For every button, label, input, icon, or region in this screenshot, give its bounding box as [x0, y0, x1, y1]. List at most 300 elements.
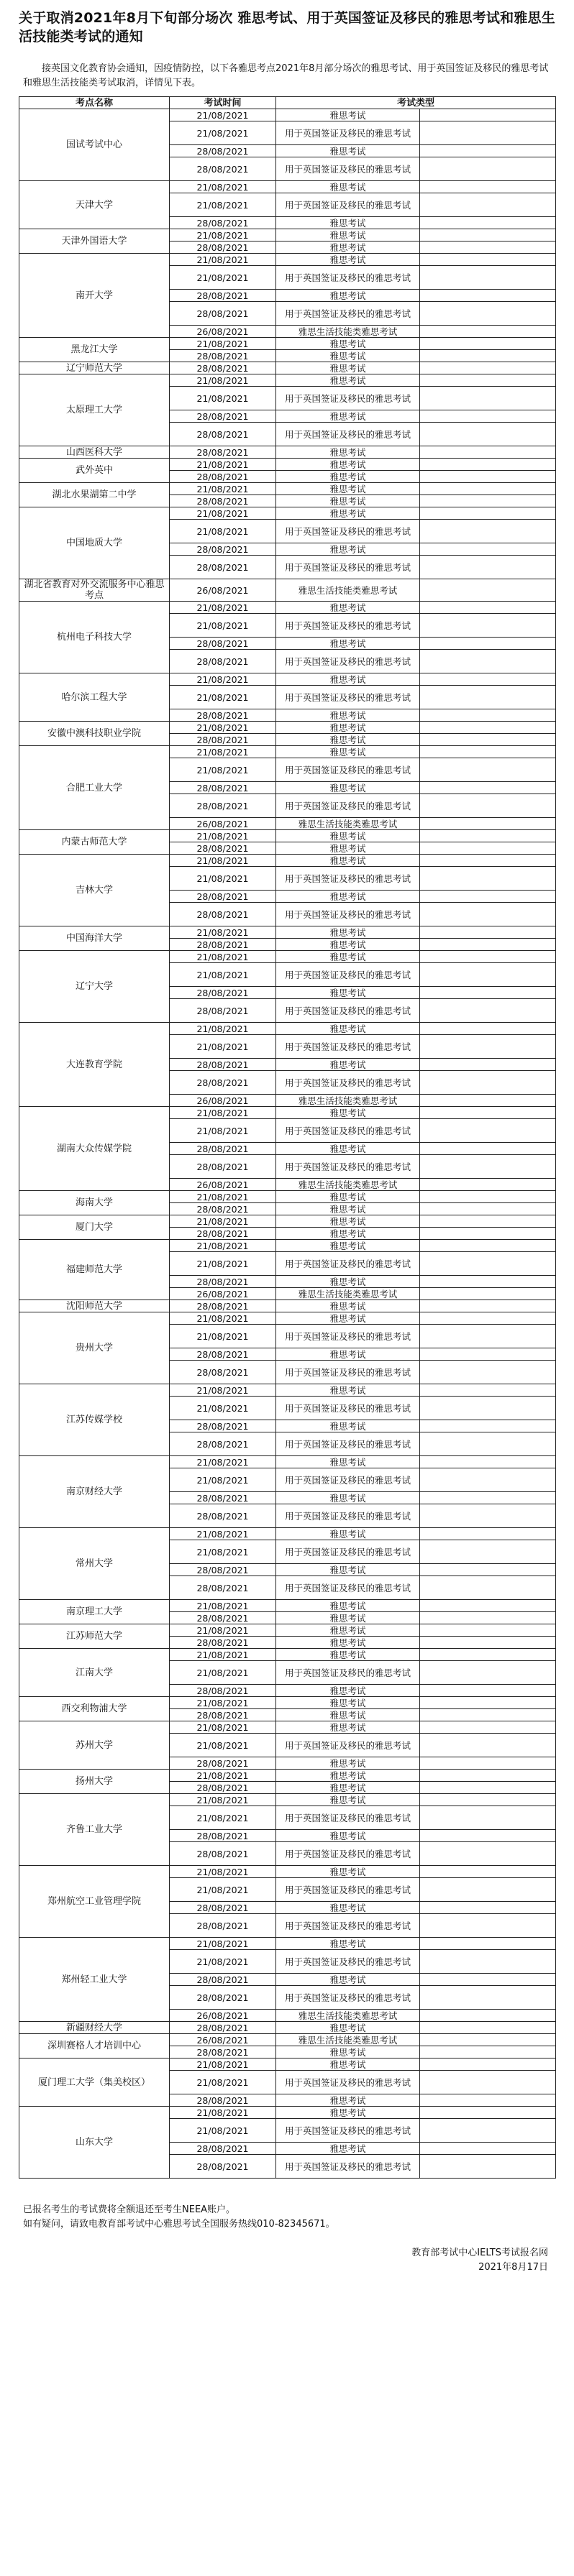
- venue-name-cell: 内蒙古师范大学: [19, 830, 170, 855]
- empty-cell: [420, 673, 556, 686]
- exam-type-cell: 雅思考试: [276, 1612, 420, 1624]
- table-row: [19, 2107, 556, 2119]
- empty-cell: [420, 1468, 556, 1492]
- venue-name-cell: 安徽中澳科技职业学院: [19, 722, 170, 746]
- table-row: [19, 1624, 556, 1637]
- empty-cell: [420, 999, 556, 1023]
- empty-cell: [420, 1661, 556, 1685]
- empty-cell: [420, 1023, 556, 1035]
- exam-type-cell: 雅思考试: [276, 1902, 420, 1914]
- empty-cell: [420, 1938, 556, 1950]
- empty-cell: [420, 229, 556, 242]
- empty-cell: [420, 1397, 556, 1420]
- empty-cell: [420, 2094, 556, 2107]
- exam-date-cell: 21/08/2021: [170, 1734, 276, 1757]
- exam-type-cell: 雅思考试: [276, 1709, 420, 1721]
- exam-type-cell: 雅思考试: [276, 734, 420, 746]
- exam-type-cell: 雅思考试: [276, 507, 420, 520]
- venue-name-cell: 郑州航空工业管理学院: [19, 1866, 170, 1938]
- exam-type-cell: 雅思考试: [276, 1649, 420, 1661]
- exam-type-cell: 用于英国签证及移民的雅思考试: [276, 1119, 420, 1143]
- exam-date-cell: 21/08/2021: [170, 2058, 276, 2071]
- empty-cell: [420, 1179, 556, 1191]
- table-row: [19, 2058, 556, 2071]
- empty-cell: [420, 891, 556, 903]
- table-row: [19, 722, 556, 734]
- exam-type-cell: 雅思考试: [276, 1215, 420, 1228]
- empty-cell: [420, 734, 556, 746]
- empty-cell: [420, 543, 556, 556]
- exam-type-cell: 用于英国签证及移民的雅思考试: [276, 1914, 420, 1938]
- exam-date-cell: 21/08/2021: [170, 2107, 276, 2119]
- exam-type-cell: 雅思考试: [276, 987, 420, 999]
- venue-name-cell: 西交利物浦大学: [19, 1697, 170, 1721]
- exam-type-cell: 雅思考试: [276, 1059, 420, 1071]
- table-row: [19, 446, 556, 459]
- exam-date-cell: 28/08/2021: [170, 842, 276, 855]
- exam-type-cell: 雅思考试: [276, 109, 420, 121]
- venue-name-cell: 福建师范大学: [19, 1240, 170, 1300]
- exam-date-cell: 21/08/2021: [170, 1240, 276, 1252]
- table-body: [19, 109, 556, 2179]
- exam-type-cell: 雅思考试: [276, 1624, 420, 1637]
- exam-date-cell: 21/08/2021: [170, 614, 276, 638]
- empty-cell: [420, 638, 556, 650]
- table-row: [19, 1721, 556, 1734]
- exam-date-cell: 21/08/2021: [170, 229, 276, 242]
- exam-type-cell: 用于英国签证及移民的雅思考试: [276, 1361, 420, 1384]
- venue-name-cell: 湖南大众传媒学院: [19, 1107, 170, 1191]
- exam-type-cell: 雅思考试: [276, 2107, 420, 2119]
- exam-date-cell: 21/08/2021: [170, 1384, 276, 1397]
- venue-name-cell: 大连教育学院: [19, 1023, 170, 1107]
- table-row: [19, 1649, 556, 1661]
- empty-cell: [420, 2143, 556, 2155]
- exam-date-cell: 21/08/2021: [170, 1397, 276, 1420]
- exam-date-cell: 28/08/2021: [170, 2046, 276, 2058]
- exam-type-cell: 用于英国签证及移民的雅思考试: [276, 1155, 420, 1179]
- empty-cell: [420, 1794, 556, 1806]
- exam-type-cell: 雅思考试: [276, 543, 420, 556]
- exam-date-cell: 21/08/2021: [170, 926, 276, 939]
- exam-type-cell: 雅思考试: [276, 746, 420, 758]
- exam-type-cell: 雅思生活技能类雅思考试: [276, 1288, 420, 1300]
- empty-cell: [420, 939, 556, 951]
- empty-cell: [420, 1624, 556, 1637]
- exam-type-cell: 用于英国签证及移民的雅思考试: [276, 1878, 420, 1902]
- exam-date-cell: 21/08/2021: [170, 951, 276, 963]
- exam-type-cell: 雅思考试: [276, 410, 420, 423]
- exam-type-cell: 雅思考试: [276, 1456, 420, 1468]
- exam-date-cell: 28/08/2021: [170, 556, 276, 579]
- empty-cell: [420, 1950, 556, 1974]
- exam-date-cell: 21/08/2021: [170, 1191, 276, 1203]
- table-header-row: [19, 97, 556, 109]
- exam-date-cell: 21/08/2021: [170, 867, 276, 891]
- exam-type-cell: 雅思生活技能类雅思考试: [276, 818, 420, 830]
- empty-cell: [420, 830, 556, 842]
- exam-date-cell: 28/08/2021: [170, 939, 276, 951]
- exam-date-cell: 21/08/2021: [170, 507, 276, 520]
- empty-cell: [420, 963, 556, 987]
- exam-type-cell: 雅思考试: [276, 1782, 420, 1794]
- exam-date-cell: 28/08/2021: [170, 1143, 276, 1155]
- empty-cell: [420, 1974, 556, 1986]
- exam-date-cell: 28/08/2021: [170, 1420, 276, 1432]
- exam-date-cell: 21/08/2021: [170, 722, 276, 734]
- exam-type-cell: 用于英国签证及移民的雅思考试: [276, 1842, 420, 1866]
- exam-type-cell: 雅思生活技能类雅思考试: [276, 2034, 420, 2046]
- exam-date-cell: 21/08/2021: [170, 1325, 276, 1348]
- exam-type-cell: 用于英国签证及移民的雅思考试: [276, 1397, 420, 1420]
- exam-type-cell: 雅思考试: [276, 891, 420, 903]
- exam-type-cell: 雅思考试: [276, 459, 420, 471]
- empty-cell: [420, 109, 556, 121]
- exam-type-cell: 雅思考试: [276, 842, 420, 855]
- exam-type-cell: 用于英国签证及移民的雅思考试: [276, 650, 420, 673]
- empty-cell: [420, 1420, 556, 1432]
- exam-type-cell: 雅思考试: [276, 1107, 420, 1119]
- table-row: [19, 507, 556, 520]
- exam-date-cell: 28/08/2021: [170, 145, 276, 157]
- exam-date-cell: 21/08/2021: [170, 109, 276, 121]
- empty-cell: [420, 1685, 556, 1697]
- exam-type-cell: 雅思考试: [276, 362, 420, 374]
- exam-date-cell: 21/08/2021: [170, 855, 276, 867]
- empty-cell: [420, 1902, 556, 1914]
- empty-cell: [420, 686, 556, 709]
- venue-name-cell: 贵州大学: [19, 1312, 170, 1384]
- exam-type-cell: 雅思考试: [276, 1240, 420, 1252]
- exam-date-cell: 28/08/2021: [170, 1504, 276, 1528]
- exam-date-cell: 21/08/2021: [170, 193, 276, 217]
- table-row: [19, 579, 556, 602]
- exam-date-cell: 28/08/2021: [170, 1709, 276, 1721]
- exam-date-cell: 21/08/2021: [170, 1806, 276, 1830]
- exam-date-cell: 28/08/2021: [170, 1432, 276, 1456]
- exam-type-cell: 用于英国签证及移民的雅思考试: [276, 121, 420, 145]
- table-row: [19, 1191, 556, 1203]
- exam-date-cell: 28/08/2021: [170, 1300, 276, 1312]
- empty-cell: [420, 782, 556, 794]
- venue-name-cell: 常州大学: [19, 1528, 170, 1600]
- venue-name-cell: 中国海洋大学: [19, 926, 170, 951]
- venue-name-cell: 沈阳师范大学: [19, 1300, 170, 1312]
- venue-name-cell: 杭州电子科技大学: [19, 602, 170, 673]
- empty-cell: [420, 1095, 556, 1107]
- exam-date-cell: 28/08/2021: [170, 157, 276, 181]
- exam-type-cell: 雅思考试: [276, 1203, 420, 1215]
- exam-type-cell: 用于英国签证及移民的雅思考试: [276, 387, 420, 410]
- exam-type-cell: 雅思考试: [276, 254, 420, 266]
- empty-cell: [420, 1757, 556, 1770]
- exam-type-cell: 用于英国签证及移民的雅思考试: [276, 2155, 420, 2179]
- exam-date-cell: 21/08/2021: [170, 1697, 276, 1709]
- venue-name-cell: 武外英中: [19, 459, 170, 483]
- empty-cell: [420, 121, 556, 145]
- exam-type-cell: 用于英国签证及移民的雅思考试: [276, 963, 420, 987]
- exam-type-cell: 雅思考试: [276, 1685, 420, 1697]
- empty-cell: [420, 926, 556, 939]
- exam-type-cell: 用于英国签证及移民的雅思考试: [276, 1504, 420, 1528]
- exam-type-cell: 雅思生活技能类雅思考试: [276, 1095, 420, 1107]
- exam-type-cell: 雅思考试: [276, 338, 420, 350]
- exam-date-cell: 28/08/2021: [170, 1228, 276, 1240]
- empty-cell: [420, 2155, 556, 2179]
- exam-date-cell: 21/08/2021: [170, 338, 276, 350]
- empty-cell: [420, 1300, 556, 1312]
- column-header-venue: 考点名称: [19, 97, 170, 109]
- empty-cell: [420, 459, 556, 471]
- exam-date-cell: 21/08/2021: [170, 1540, 276, 1564]
- empty-cell: [420, 602, 556, 614]
- empty-cell: [420, 1842, 556, 1866]
- exam-date-cell: 28/08/2021: [170, 1902, 276, 1914]
- exam-type-cell: 雅思考试: [276, 229, 420, 242]
- empty-cell: [420, 794, 556, 818]
- exam-date-cell: 21/08/2021: [170, 1252, 276, 1276]
- empty-cell: [420, 495, 556, 507]
- empty-cell: [420, 1914, 556, 1938]
- exam-date-cell: 28/08/2021: [170, 1842, 276, 1866]
- exam-date-cell: 21/08/2021: [170, 254, 276, 266]
- exam-type-cell: 雅思考试: [276, 638, 420, 650]
- exam-type-cell: 雅思生活技能类雅思考试: [276, 326, 420, 338]
- exam-type-cell: 雅思考试: [276, 1492, 420, 1504]
- venue-name-cell: 江苏传媒学校: [19, 1384, 170, 1456]
- exam-type-cell: 用于英国签证及移民的雅思考试: [276, 794, 420, 818]
- exam-date-cell: 28/08/2021: [170, 1986, 276, 2010]
- venue-name-cell: 辽宁师范大学: [19, 362, 170, 374]
- exam-type-cell: 用于英国签证及移民的雅思考试: [276, 1661, 420, 1685]
- exam-type-cell: 雅思考试: [276, 290, 420, 302]
- venue-name-cell: 厦门大学: [19, 1215, 170, 1240]
- exam-type-cell: 雅思考试: [276, 1697, 420, 1709]
- column-header-date: 考试时间: [170, 97, 276, 109]
- exam-date-cell: 21/08/2021: [170, 758, 276, 782]
- exam-type-cell: 雅思考试: [276, 446, 420, 459]
- empty-cell: [420, 2058, 556, 2071]
- empty-cell: [420, 579, 556, 602]
- exam-type-cell: 用于英国签证及移民的雅思考试: [276, 520, 420, 543]
- empty-cell: [420, 1384, 556, 1397]
- venue-name-cell: 国试考试中心: [19, 109, 170, 181]
- exam-type-cell: 用于英国签证及移民的雅思考试: [276, 758, 420, 782]
- empty-cell: [420, 471, 556, 483]
- exam-date-cell: 21/08/2021: [170, 1456, 276, 1468]
- empty-cell: [420, 903, 556, 926]
- empty-cell: [420, 181, 556, 193]
- exam-type-cell: 用于英国签证及移民的雅思考试: [276, 193, 420, 217]
- table-row: [19, 673, 556, 686]
- exam-type-cell: 用于英国签证及移民的雅思考试: [276, 266, 420, 290]
- exam-date-cell: 21/08/2021: [170, 1468, 276, 1492]
- exam-type-cell: 用于英国签证及移民的雅思考试: [276, 1071, 420, 1095]
- venue-name-cell: 辽宁大学: [19, 951, 170, 1023]
- exam-type-cell: 雅思考试: [276, 782, 420, 794]
- empty-cell: [420, 1528, 556, 1540]
- table-row: [19, 1023, 556, 1035]
- exam-date-cell: 21/08/2021: [170, 2119, 276, 2143]
- exam-date-cell: 28/08/2021: [170, 1071, 276, 1095]
- exam-date-cell: 28/08/2021: [170, 1637, 276, 1649]
- exam-type-cell: 雅思考试: [276, 2022, 420, 2034]
- venue-name-cell: 齐鲁工业大学: [19, 1794, 170, 1866]
- exam-date-cell: 28/08/2021: [170, 650, 276, 673]
- exam-type-cell: 用于英国签证及移民的雅思考试: [276, 1252, 420, 1276]
- exam-type-cell: 用于英国签证及移民的雅思考试: [276, 157, 420, 181]
- venue-name-cell: 湖北省教育对外交流服务中心雅思考点: [19, 579, 170, 602]
- venue-name-cell: 南开大学: [19, 254, 170, 338]
- exam-type-cell: 雅思考试: [276, 951, 420, 963]
- empty-cell: [420, 362, 556, 374]
- exam-type-cell: 雅思考试: [276, 2058, 420, 2071]
- empty-cell: [420, 217, 556, 229]
- empty-cell: [420, 1986, 556, 2010]
- exam-date-cell: 21/08/2021: [170, 1624, 276, 1637]
- exam-type-cell: 用于英国签证及移民的雅思考试: [276, 423, 420, 446]
- empty-cell: [420, 1866, 556, 1878]
- exam-date-cell: 28/08/2021: [170, 2094, 276, 2107]
- exam-date-cell: 21/08/2021: [170, 387, 276, 410]
- empty-cell: [420, 1649, 556, 1661]
- empty-cell: [420, 1276, 556, 1288]
- exam-date-cell: 28/08/2021: [170, 794, 276, 818]
- table-row: [19, 602, 556, 614]
- venue-name-cell: 新疆财经大学: [19, 2022, 170, 2034]
- table-row: [19, 229, 556, 242]
- exam-date-cell: 28/08/2021: [170, 999, 276, 1023]
- empty-cell: [420, 2034, 556, 2046]
- venue-name-cell: 南京财经大学: [19, 1456, 170, 1528]
- notice-intro: 接英国文化教育协会通知，因疫情防控，以下各雅思考点2021年8月部分场次的雅思考试、用于英国签证及移民的雅思考试和雅思生活技能类考试取消，详情见下表。: [23, 63, 549, 88]
- table-row: [19, 1107, 556, 1119]
- venue-name-cell: 江南大学: [19, 1649, 170, 1697]
- exam-date-cell: 21/08/2021: [170, 1035, 276, 1059]
- empty-cell: [420, 746, 556, 758]
- table-row: [19, 830, 556, 842]
- exam-type-cell: 雅思考试: [276, 1757, 420, 1770]
- empty-cell: [420, 302, 556, 326]
- empty-cell: [420, 1782, 556, 1794]
- empty-cell: [420, 326, 556, 338]
- exam-type-cell: 雅思生活技能类雅思考试: [276, 2010, 420, 2022]
- exam-type-cell: 用于英国签证及移民的雅思考试: [276, 1986, 420, 2010]
- empty-cell: [420, 242, 556, 254]
- empty-cell: [420, 1252, 556, 1276]
- exam-date-cell: 26/08/2021: [170, 1095, 276, 1107]
- exam-type-cell: 雅思考试: [276, 830, 420, 842]
- empty-cell: [420, 1155, 556, 1179]
- exam-date-cell: 28/08/2021: [170, 2022, 276, 2034]
- empty-cell: [420, 1119, 556, 1143]
- exam-type-cell: 雅思考试: [276, 2046, 420, 2058]
- exam-type-cell: 雅思考试: [276, 1794, 420, 1806]
- table-row: [19, 459, 556, 471]
- empty-cell: [420, 446, 556, 459]
- exam-type-cell: 雅思考试: [276, 602, 420, 614]
- table-row: [19, 1866, 556, 1878]
- empty-cell: [420, 507, 556, 520]
- table-row: [19, 1456, 556, 1468]
- table-row: [19, 362, 556, 374]
- exam-date-cell: 28/08/2021: [170, 543, 276, 556]
- exam-date-cell: 21/08/2021: [170, 746, 276, 758]
- exam-date-cell: 21/08/2021: [170, 1600, 276, 1612]
- exam-date-cell: 28/08/2021: [170, 217, 276, 229]
- exam-date-cell: 28/08/2021: [170, 1914, 276, 1938]
- exam-type-cell: 用于英国签证及移民的雅思考试: [276, 999, 420, 1023]
- empty-cell: [420, 145, 556, 157]
- venue-name-cell: 天津外国语大学: [19, 229, 170, 254]
- venue-name-cell: 天津大学: [19, 181, 170, 229]
- empty-cell: [420, 556, 556, 579]
- table-row: [19, 1770, 556, 1782]
- table-row: [19, 1794, 556, 1806]
- exam-type-cell: 雅思生活技能类雅思考试: [276, 579, 420, 602]
- exam-type-cell: 雅思考试: [276, 1143, 420, 1155]
- exam-date-cell: 28/08/2021: [170, 362, 276, 374]
- empty-cell: [420, 1240, 556, 1252]
- venue-name-cell: 吉林大学: [19, 855, 170, 926]
- exam-type-cell: 雅思考试: [276, 673, 420, 686]
- empty-cell: [420, 1191, 556, 1203]
- table-row: [19, 1240, 556, 1252]
- empty-cell: [420, 157, 556, 181]
- empty-cell: [420, 1492, 556, 1504]
- venue-name-cell: 江苏师范大学: [19, 1624, 170, 1649]
- venue-name-cell: 合肥工业大学: [19, 746, 170, 830]
- table-row: [19, 1697, 556, 1709]
- exam-type-cell: 雅思考试: [276, 1228, 420, 1240]
- table-row: [19, 1300, 556, 1312]
- table-row: [19, 1384, 556, 1397]
- empty-cell: [420, 1312, 556, 1325]
- venue-name-cell: 郑州轻工业大学: [19, 1938, 170, 2022]
- exam-date-cell: 28/08/2021: [170, 1757, 276, 1770]
- exam-date-cell: 21/08/2021: [170, 602, 276, 614]
- exam-date-cell: 28/08/2021: [170, 410, 276, 423]
- empty-cell: [420, 1361, 556, 1384]
- empty-cell: [420, 1035, 556, 1059]
- exam-type-cell: 雅思考试: [276, 1384, 420, 1397]
- exam-type-cell: 用于英国签证及移民的雅思考试: [276, 867, 420, 891]
- exam-date-cell: 28/08/2021: [170, 1203, 276, 1215]
- venue-name-cell: 山西医科大学: [19, 446, 170, 459]
- exam-date-cell: 21/08/2021: [170, 1878, 276, 1902]
- exam-date-cell: 26/08/2021: [170, 1179, 276, 1191]
- exam-type-cell: 雅思考试: [276, 145, 420, 157]
- table-row: [19, 1215, 556, 1228]
- exam-type-cell: 雅思考试: [276, 1528, 420, 1540]
- empty-cell: [420, 1806, 556, 1830]
- exam-type-cell: 用于英国签证及移民的雅思考试: [276, 1325, 420, 1348]
- empty-cell: [420, 520, 556, 543]
- exam-date-cell: 28/08/2021: [170, 782, 276, 794]
- exam-type-cell: 雅思考试: [276, 483, 420, 495]
- exam-date-cell: 21/08/2021: [170, 1794, 276, 1806]
- exam-type-cell: 雅思考试: [276, 1420, 420, 1432]
- empty-cell: [420, 266, 556, 290]
- empty-cell: [420, 709, 556, 722]
- empty-cell: [420, 193, 556, 217]
- exam-date-cell: 28/08/2021: [170, 1348, 276, 1361]
- exam-type-cell: 雅思考试: [276, 939, 420, 951]
- empty-cell: [420, 254, 556, 266]
- exam-date-cell: 28/08/2021: [170, 734, 276, 746]
- table-row: [19, 483, 556, 495]
- venue-name-cell: 哈尔滨工程大学: [19, 673, 170, 722]
